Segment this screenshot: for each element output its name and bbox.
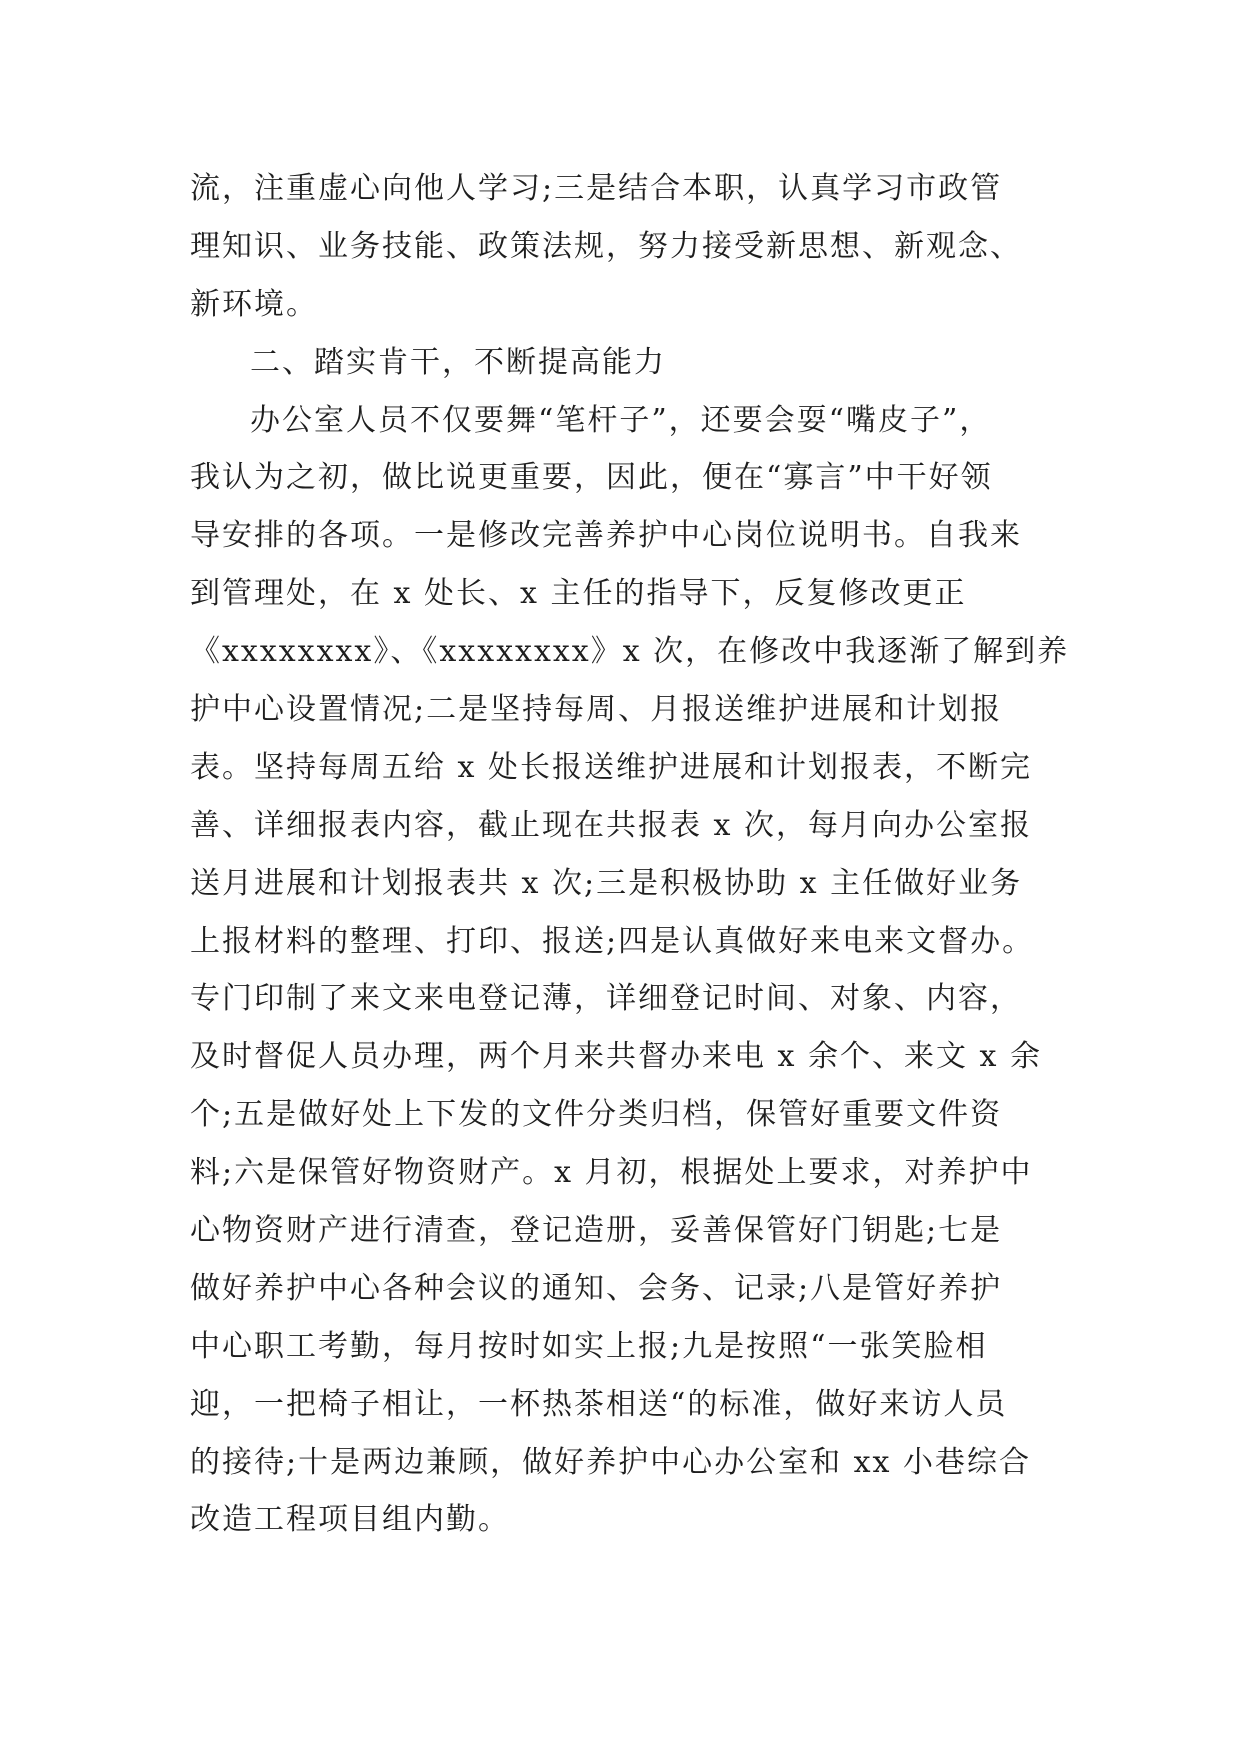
text-line: 迎，一把椅子相让，一杯热茶相送“的标准，做好来访人员: [190, 1386, 1008, 1422]
text-line: 个;五是做好处上下发的文件分类归档，保管好重要文件资: [190, 1097, 1003, 1133]
text-line: 《xxxxxxxx》、《xxxxxxxx》x 次，在修改中我逐渐了解到养: [190, 634, 1070, 670]
text-line: 流，注重虚心向他人学习;三是结合本职，认真学习市政管: [190, 171, 1003, 206]
text-line: 改造工程项目组内勤。: [190, 1502, 510, 1538]
text-line: 料;六是保管好物资财产。x 月初，根据处上要求，对养护中: [190, 1155, 1033, 1191]
text-line: 上报材料的整理、打印、报送;四是认真做好来电来文督办。: [190, 923, 1035, 959]
text-line: 到管理处，在 x 处长、x 主任的指导下，反复修改更正: [190, 576, 967, 612]
text-line: 护中心设置情况;二是坚持每周、月报送维护进展和计划报: [190, 692, 1003, 728]
text-line: 我认为之初，做比说更重要，因此，便在“寡言”中干好领: [190, 460, 993, 496]
text-line: 及时督促人员办理，两个月来共督办来电 x 余个、来文 x 余: [190, 1039, 1042, 1075]
body-text: [190, 160, 1070, 1549]
text-line: 专门印制了来文来电登记薄，详细登记时间、对象、内容，: [190, 981, 1022, 1017]
section-heading: 二、踏实肯干，不断提高能力: [250, 344, 666, 380]
text-line: 中心职工考勤，每月按时如实上报;九是按照“一张笑脸相: [190, 1328, 988, 1364]
text-line: 理知识、业务技能、政策法规，努力接受新思想、新观念、: [190, 228, 1022, 264]
text-line: 做好养护中心各种会议的通知、会务、记录;八是管好养护: [190, 1270, 1003, 1306]
text-line: 表。坚持每周五给 x 处长报送维护进展和计划报表，不断完: [190, 749, 1032, 785]
text-line: 导安排的各项。一是修改完善养护中心岗位说明书。自我来: [190, 518, 1022, 554]
text-line: 新环境。: [190, 286, 318, 322]
text-line: 送月进展和计划报表共 x 次;三是积极协助 x 主任做好业务: [190, 865, 1023, 901]
text-line: 办公室人员不仅要舞“笔杆子”，还要会耍“嘴皮子”，: [250, 402, 992, 438]
text-line: 善、详细报表内容，截止现在共报表 x 次，每月向办公室报: [190, 807, 1032, 843]
text-line: 的接待;十是两边兼顾，做好养护中心办公室和 xx 小巷综合: [190, 1444, 1032, 1480]
text-line: 心物资财产进行清查，登记造册，妥善保管好门钥匙;七是: [190, 1213, 1003, 1249]
